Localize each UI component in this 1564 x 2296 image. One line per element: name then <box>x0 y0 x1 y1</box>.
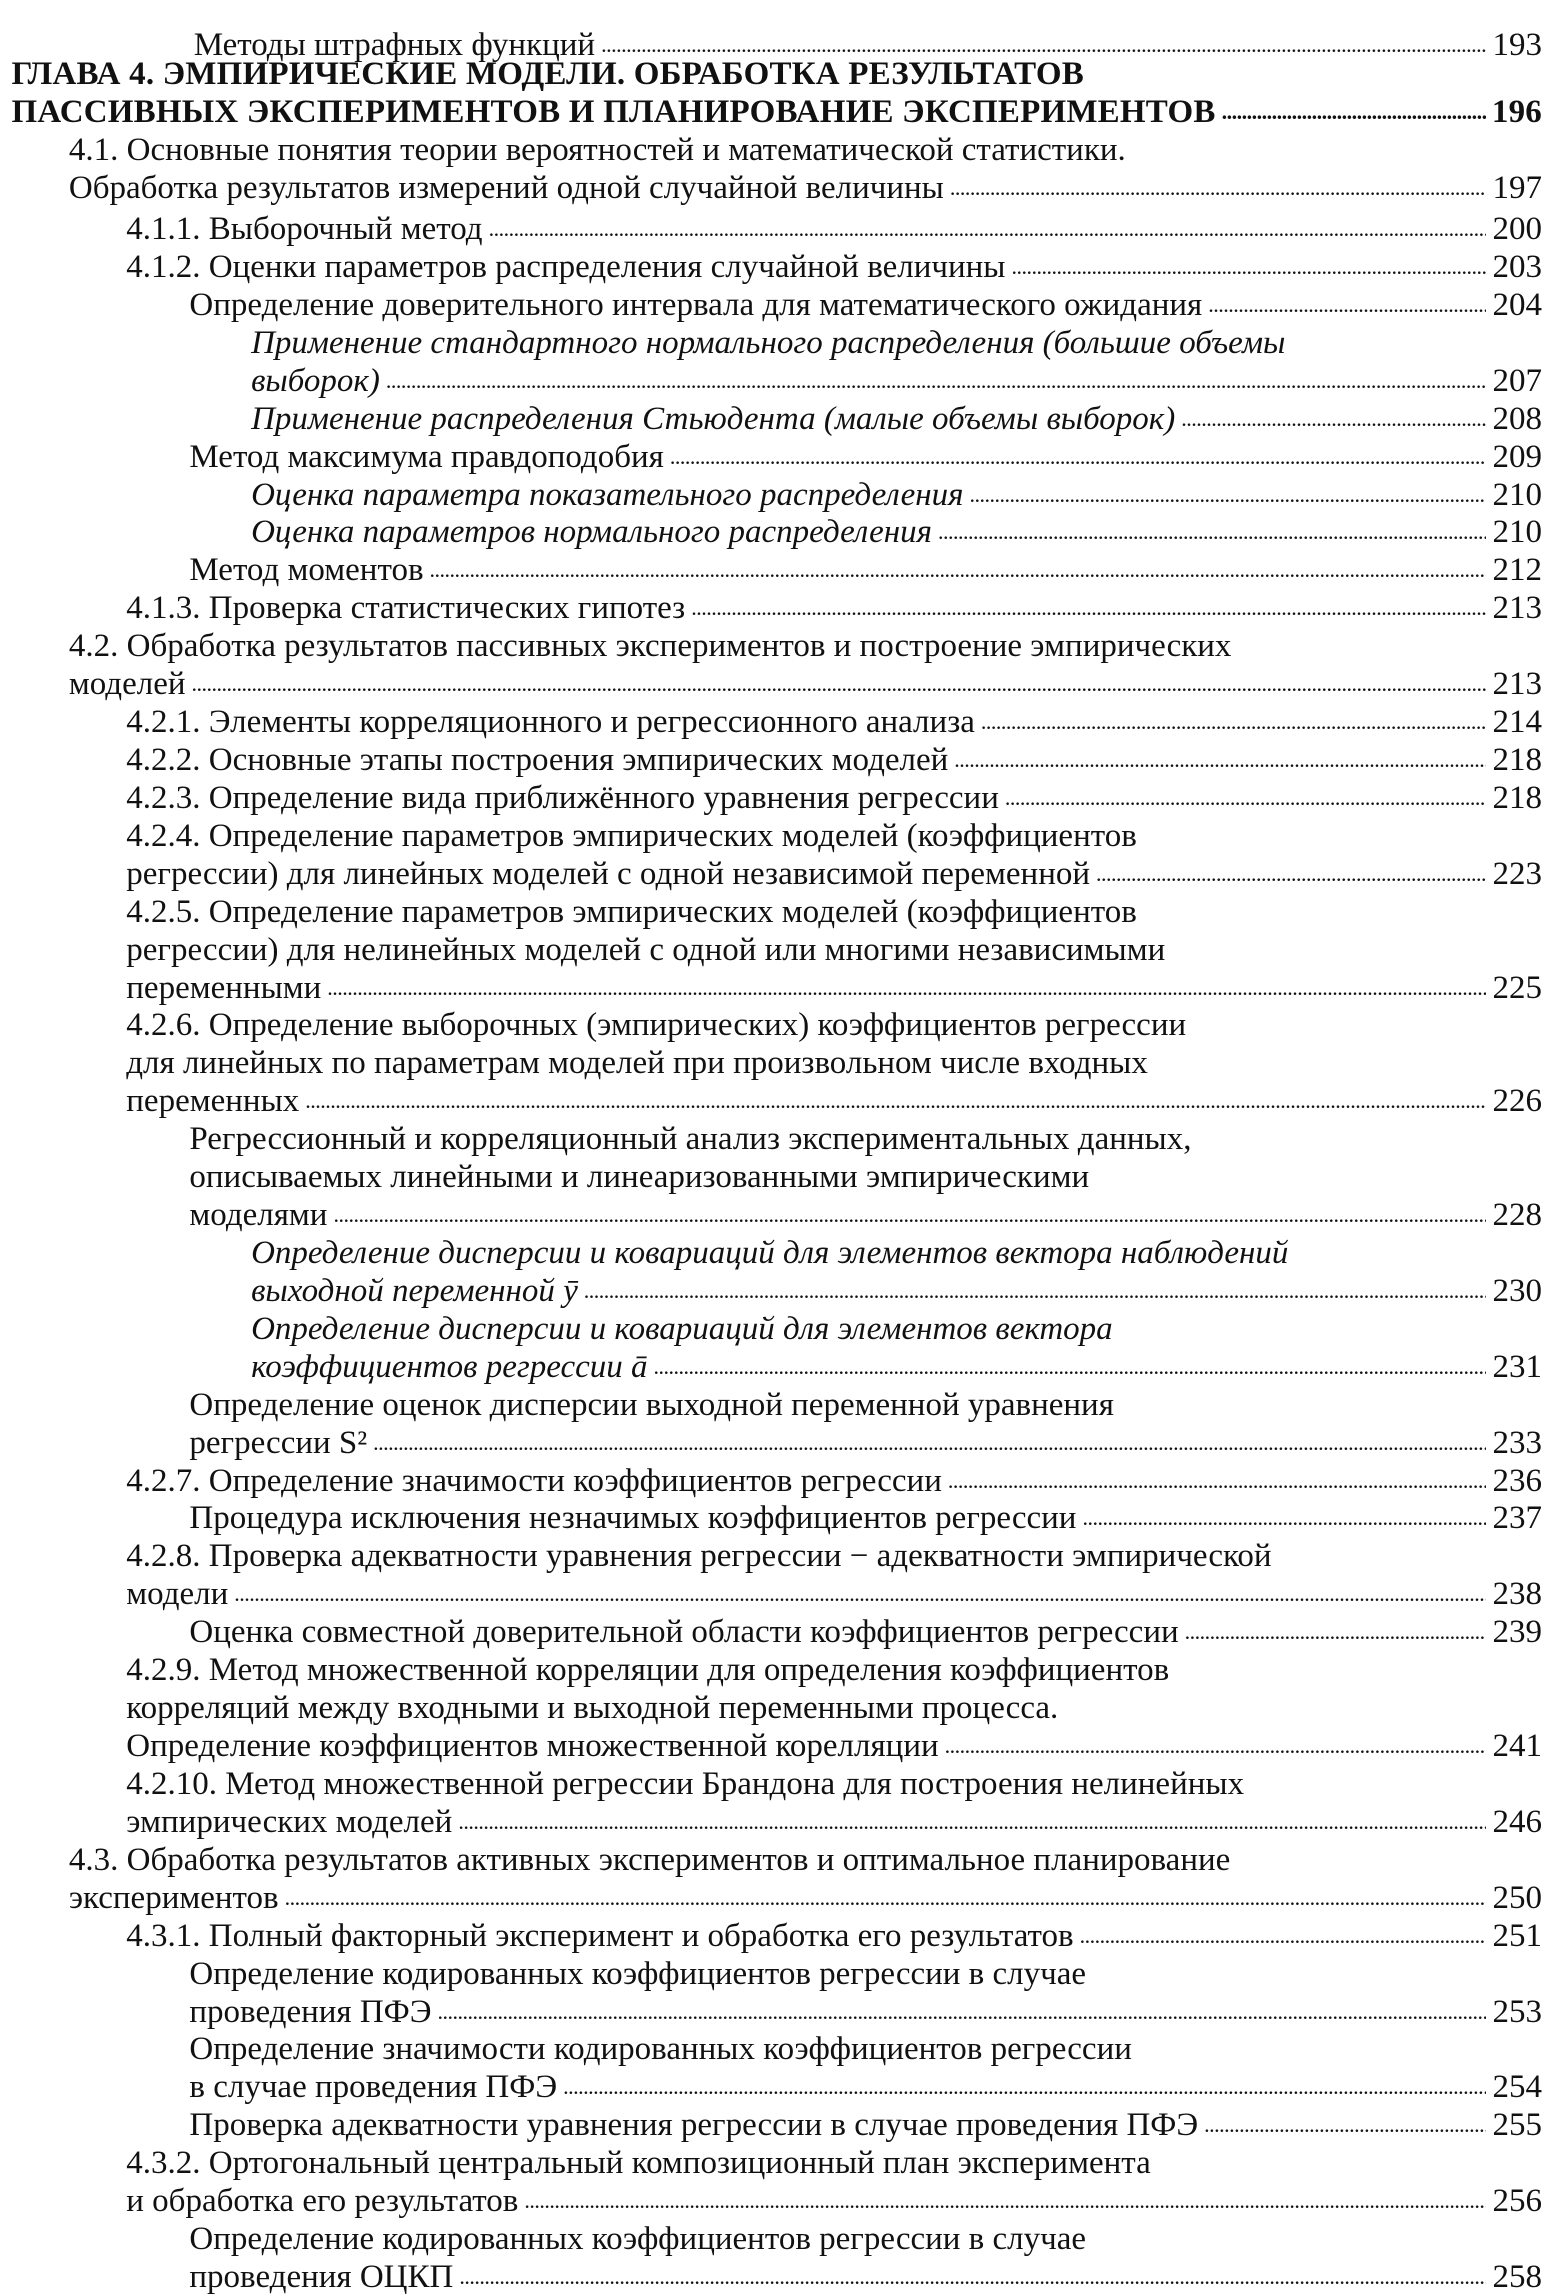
toc-line <box>69 665 1542 703</box>
dot-leader <box>1181 397 1486 438</box>
page-number: 241 <box>1492 1728 1542 1765</box>
page-number: 208 <box>1492 400 1542 437</box>
toc-line <box>189 2068 1542 2106</box>
toc-line <box>126 1917 1542 1955</box>
page-number: 214 <box>1492 704 1542 741</box>
toc-line-text: ГЛАВА 4. ЭМПИРИЧЕСКИЕ МОДЕЛИ. ОБРАБОТКА РЕЗУЛЬТАТОВ <box>11 56 1084 93</box>
toc-line-text: регрессии) для линейных моделей с одной независимой переменной <box>126 855 1091 892</box>
toc-line-text: регрессии) для нелинейных моделей с одной или многими независимыми <box>126 931 1166 968</box>
dot-leader <box>524 2179 1486 2220</box>
dot-leader <box>234 1572 1486 1613</box>
toc-line <box>126 1537 1271 1575</box>
toc-line-text: 4.2.5. Определение параметров эмпирических моделей (коэффициентов <box>126 893 1137 930</box>
toc-line <box>126 2144 1150 2182</box>
page-number: 237 <box>1492 1500 1542 1537</box>
toc-line <box>189 1993 1542 2031</box>
toc-line-text: Применение стандартного нормального распределения (большие объемы <box>251 324 1286 361</box>
page-number: 254 <box>1492 2069 1542 2106</box>
toc-line-text: ПАССИВНЫХ ЭКСПЕРИМЕНТОВ И ПЛАНИРОВАНИЕ ЭКСПЕРИМЕНТОВ <box>11 94 1216 131</box>
toc-line <box>69 169 1542 207</box>
page-number: 209 <box>1492 438 1542 475</box>
toc-line <box>189 1613 1542 1651</box>
page-number: 253 <box>1492 1993 1542 2030</box>
toc-line <box>126 931 1165 969</box>
toc-line-text: описываемых линейными и линеаризованными эмпирическими <box>189 1159 1090 1196</box>
toc-line-text: Определение дисперсии и ковариаций для элементов вектора наблюдений <box>251 1235 1289 1272</box>
toc-line-text: проведения ПФЭ <box>189 1993 432 2030</box>
toc-line <box>189 286 1542 324</box>
toc-line <box>189 1955 1086 1993</box>
dot-leader <box>584 1269 1487 1310</box>
dot-leader <box>954 738 1486 779</box>
toc-line-text: 4.1.2. Оценки параметров распределения случайной величины <box>126 248 1006 285</box>
toc-line-text: проведения ОЦКП <box>189 2259 454 2295</box>
page-number: 230 <box>1492 1272 1542 1309</box>
dot-leader <box>1011 245 1486 286</box>
toc-line <box>126 1575 1542 1613</box>
page-number: 233 <box>1492 1424 1542 1461</box>
toc-line-text: выходной переменной ȳ <box>251 1272 578 1309</box>
page-number: 210 <box>1492 514 1542 551</box>
toc-line <box>189 551 1542 589</box>
toc-line-text: 4.3.2. Ортогональный центральный композиционный план эксперимента <box>126 2145 1151 2182</box>
toc-line-text: в случае проведения ПФЭ <box>189 2069 558 2106</box>
page-number: 203 <box>1492 248 1542 285</box>
toc-line <box>126 703 1542 741</box>
page-number: 204 <box>1492 286 1542 323</box>
toc-line-text: 4.2.1. Элементы корреляционного и регрессионного анализа <box>126 704 975 741</box>
toc-line-text: 4.2.2. Основные этапы построения эмпирических моделей <box>126 741 949 778</box>
toc-line <box>189 2220 1086 2258</box>
toc-line <box>11 93 1542 131</box>
toc-line-text: переменными <box>126 969 322 1006</box>
dot-leader <box>489 207 1487 248</box>
toc-line <box>126 1651 1169 1689</box>
page-number: 246 <box>1492 1803 1542 1840</box>
toc-line-text: Оценка параметров нормального распределения <box>251 514 932 551</box>
dot-leader <box>654 1345 1487 1386</box>
toc-line <box>126 1765 1244 1803</box>
toc-line <box>189 2258 1542 2296</box>
dot-leader <box>1208 283 1486 324</box>
toc-line-text: моделями <box>189 1197 328 1234</box>
toc-line-text: Определение дисперсии и ковариаций для элементов вектора <box>251 1310 1113 1347</box>
toc-line <box>189 1386 1114 1424</box>
dot-leader <box>438 1990 1487 2031</box>
toc-line-text: Определение кодированных коэффициентов регрессии в случае <box>189 1955 1087 1992</box>
dot-leader <box>981 700 1487 741</box>
toc-line <box>251 513 1542 551</box>
toc-line-text: Определение доверительного интервала для математического ожидания <box>189 286 1203 323</box>
toc-line <box>251 476 1542 514</box>
toc-line-text: моделей <box>68 666 186 703</box>
toc-line-text: регрессии S² <box>189 1424 368 1461</box>
toc-line-text: 4.1.3. Проверка статистических гипотез <box>126 590 686 627</box>
dot-leader <box>670 435 1487 476</box>
toc-line <box>251 1348 1542 1386</box>
toc-line-text: и обработка его результатов <box>126 2183 519 2220</box>
page-number: 212 <box>1492 552 1542 589</box>
toc-line <box>189 2030 1132 2068</box>
dot-leader <box>945 1724 1487 1765</box>
dot-leader <box>430 548 1487 589</box>
toc-line <box>251 1310 1113 1348</box>
toc-line <box>126 855 1542 893</box>
toc-line-text: Методы штрафных функций <box>193 27 596 64</box>
toc-line <box>126 1689 1058 1727</box>
toc-line-text: 4.2.9. Метод множественной корреляции для определения коэффициентов <box>126 1652 1170 1689</box>
page-number: 196 <box>1491 94 1542 131</box>
toc-line-text: Определение оценок дисперсии выходной переменной уравнения <box>189 1386 1114 1423</box>
dot-leader <box>373 1421 1486 1462</box>
page-number: 251 <box>1492 1917 1542 1954</box>
dot-leader <box>970 473 1487 514</box>
toc-line-text: выборок) <box>251 362 380 399</box>
page-number: 200 <box>1492 211 1542 248</box>
dot-leader <box>333 1193 1486 1234</box>
page-number: 193 <box>1492 27 1542 64</box>
toc-line-text: переменных <box>126 1083 300 1120</box>
toc-line <box>126 1803 1542 1841</box>
toc-line-text: Метод максимума правдоподобия <box>189 438 664 475</box>
dot-leader <box>305 1079 1486 1120</box>
toc-line <box>126 1006 1186 1044</box>
toc-line-text: экспериментов <box>68 1879 279 1916</box>
dot-leader <box>327 966 1486 1007</box>
toc-line-text: 4.2.7. Определение значимости коэффициентов регрессии <box>126 1462 942 1499</box>
toc-line <box>126 741 1542 779</box>
page-number: 231 <box>1492 1348 1542 1385</box>
page-number: 225 <box>1492 969 1542 1006</box>
toc-line-text: 4.3.1. Полный факторный эксперимент и обработка его результатов <box>126 1917 1074 1954</box>
toc-line <box>189 1499 1542 1537</box>
toc-line <box>251 1234 1288 1272</box>
page-number: 258 <box>1492 2259 1542 2295</box>
toc-line-text: Обработка результатов измерений одной случайной величины <box>68 170 944 207</box>
dot-leader <box>948 1459 1487 1500</box>
dot-leader <box>386 359 1487 400</box>
toc-line-text: Регрессионный и корреляционный анализ экспериментальных данных, <box>189 1121 1192 1158</box>
dot-leader <box>1222 90 1486 131</box>
toc-line-text: модели <box>126 1576 229 1613</box>
toc-line <box>126 589 1542 627</box>
toc-line-text: 4.3. Обработка результатов активных экспериментов и оптимальное планирование <box>68 1841 1231 1878</box>
dot-leader <box>1080 1914 1487 1955</box>
page-number: 250 <box>1492 1879 1542 1916</box>
dot-leader <box>1005 776 1487 817</box>
dot-leader <box>1082 1496 1486 1537</box>
page-number: 239 <box>1492 1614 1542 1651</box>
dot-leader <box>950 166 1487 207</box>
toc-line <box>189 1196 1542 1234</box>
dot-leader <box>691 586 1486 627</box>
dot-leader <box>192 662 1487 703</box>
toc-line-text: 4.2.10. Метод множественной регрессии Брандона для построения нелинейных <box>126 1765 1245 1802</box>
toc-line <box>251 324 1285 362</box>
toc-line <box>126 1082 1542 1120</box>
page-number: 213 <box>1492 590 1542 627</box>
page-number: 228 <box>1492 1197 1542 1234</box>
toc-line <box>189 1424 1542 1462</box>
toc-line-text: Оценка параметра показательного распределения <box>251 476 964 513</box>
page-number: 207 <box>1492 362 1542 399</box>
page-number: 255 <box>1492 2107 1542 2144</box>
dot-leader <box>1185 1610 1487 1651</box>
dot-leader <box>285 1876 1487 1917</box>
toc-line <box>126 817 1137 855</box>
dot-leader <box>459 2255 1486 2296</box>
toc-line-text: Оценка совместной доверительной области коэффициентов регрессии <box>189 1614 1179 1651</box>
page-number: 223 <box>1492 855 1542 892</box>
toc-line <box>69 1841 1230 1879</box>
toc-line <box>11 55 1084 93</box>
toc-line <box>189 2106 1542 2144</box>
dot-leader <box>563 2065 1486 2106</box>
page-number: 236 <box>1492 1462 1542 1499</box>
toc-line-text: 4.1.1. Выборочный метод <box>126 211 483 248</box>
toc-line <box>251 400 1542 438</box>
dot-leader <box>1096 852 1486 893</box>
toc-line-text: Определение значимости кодированных коэффициентов регрессии <box>189 2031 1132 2068</box>
dot-leader <box>1204 2103 1486 2144</box>
page-number: 218 <box>1492 779 1542 816</box>
toc-line <box>251 362 1542 400</box>
page-number: 210 <box>1492 476 1542 513</box>
toc-line-text: Процедура исключения незначимых коэффициентов регрессии <box>189 1500 1077 1537</box>
page-number: 213 <box>1492 666 1542 703</box>
toc-line <box>126 1462 1542 1500</box>
toc-line <box>126 248 1542 286</box>
toc-line-text: 4.2.6. Определение выборочных (эмпирических) коэффициентов регрессии <box>126 1007 1187 1044</box>
toc-line-text: коэффициентов регрессии ā <box>251 1348 648 1385</box>
page-number: 238 <box>1492 1576 1542 1613</box>
toc-line-text: 4.2. Обработка результатов пассивных экспериментов и построение эмпирических <box>68 628 1232 665</box>
page-number: 197 <box>1492 170 1542 207</box>
toc-line-text: Метод моментов <box>189 552 424 589</box>
toc-line <box>69 131 1126 169</box>
toc-line <box>126 969 1542 1007</box>
page-number: 226 <box>1492 1083 1542 1120</box>
toc-line <box>126 2182 1542 2220</box>
toc-line-text: 4.2.3. Определение вида приближённого уравнения регрессии <box>126 779 999 816</box>
toc-line <box>126 1727 1542 1765</box>
toc-line <box>126 1044 1148 1082</box>
toc-line <box>189 1120 1191 1158</box>
toc-line-text: Применение распределения Стьюдента (малые объемы выборок) <box>251 400 1176 437</box>
toc-line-text: корреляций между входными и выходной переменными процесса. <box>126 1690 1059 1727</box>
toc-line-text: эмпирических моделей <box>126 1803 453 1840</box>
dot-leader <box>458 1800 1486 1841</box>
toc-line-text: Проверка адекватности уравнения регрессии в случае проведения ПФЭ <box>189 2107 1199 2144</box>
toc-line <box>189 1158 1089 1196</box>
toc-line-text: 4.2.4. Определение параметров эмпирических моделей (коэффициентов <box>126 817 1137 854</box>
page-number: 256 <box>1492 2183 1542 2220</box>
toc-line <box>189 438 1542 476</box>
toc-line <box>69 1879 1542 1917</box>
toc-line <box>126 210 1542 248</box>
toc-line-text: 4.1. Основные понятия теории вероятностей и математической статистики. <box>68 132 1126 169</box>
toc-line <box>126 893 1137 931</box>
toc-line <box>126 779 1542 817</box>
dot-leader <box>938 510 1487 551</box>
toc-line <box>69 627 1232 665</box>
toc-line <box>251 1272 1542 1310</box>
toc-line-text: Определение кодированных коэффициентов регрессии в случае <box>189 2221 1087 2258</box>
toc-line-text: для линейных по параметрам моделей при произвольном числе входных <box>126 1045 1148 1082</box>
toc-line-text: Определение коэффициентов множественной корелляции <box>126 1728 939 1765</box>
page-number: 218 <box>1492 741 1542 778</box>
toc-line-text: 4.2.8. Проверка адекватности уравнения регрессии − адекватности эмпирической <box>126 1538 1272 1575</box>
